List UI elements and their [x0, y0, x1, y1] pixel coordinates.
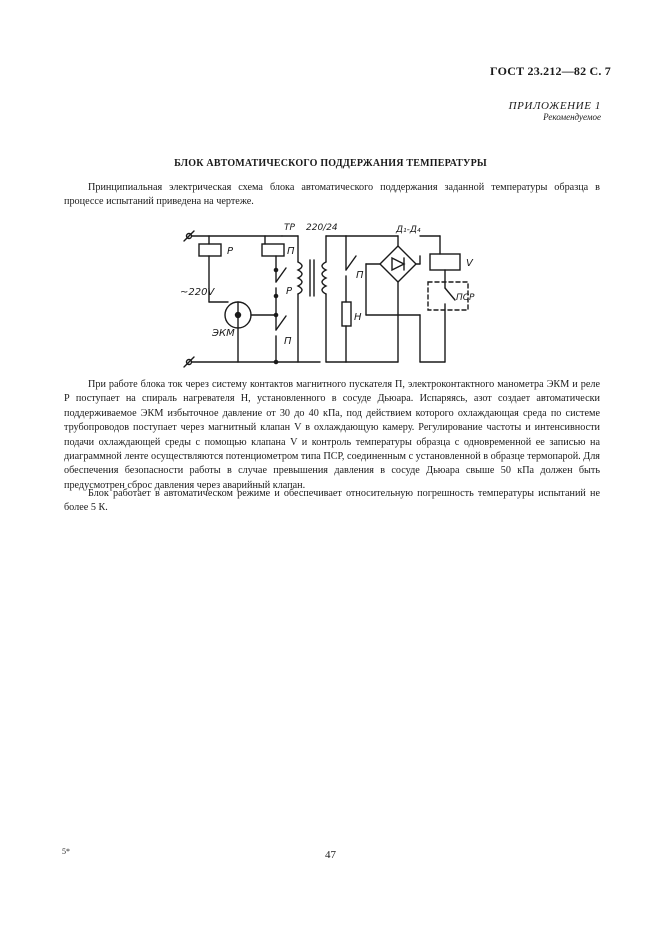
label-transformer-ratio: 220/24	[306, 223, 338, 233]
label-manometer: ЭКМ	[212, 328, 235, 339]
label-transformer: ТР	[284, 223, 295, 233]
relay-coil	[199, 244, 221, 256]
label-diodes: Д₁-Д₄	[396, 225, 421, 235]
appendix-label: ПРИЛОЖЕНИЕ 1	[508, 100, 601, 112]
sheet-mark: 5*	[62, 847, 70, 856]
paragraph-accuracy: Блок работает в автоматическом режиме и обеспечивает относительную погрешность температуры испытаний не более 5 К.	[64, 488, 600, 514]
label-relay: Р	[227, 246, 234, 257]
paragraph-intro: Принципиальная электрическая схема блока автоматического поддержания заданной температуры образца в процессе испытаний приведена на чертеже.	[64, 182, 600, 208]
paragraph-operation: При работе блока ток через систему контактов магнитного пускателя П, электроконтактного манометра ЭКМ и реле Р поступает на спираль нагревателя Н, установленного в сосуде Дьюара. Испаряясь, азот создает автоматически поддерживаемое ЭКМ избыточное давление от 30 до 40 кПа, под действием которого охлаждающая среда по системе трубопроводов поступает через магнитный клапан V в охлаждающую камеру. Регулирование частоты и интенсивности подачи охлаждающей среды с помощью клапана V и контроль температуры образца с одновременной ее записью на диаграммной ленте осуществляются потенциометром типа ПСР, соединенным с установленной в образце термопарой. Для обеспечения безопасности работы в случае превышения давления в сосуде Дьюара свыше 50 кПа должен быть предусмотрен сброс давления через аварийный клапан.	[64, 379, 600, 491]
section-title: БЛОК АВТОМАТИЧЕСКОГО ПОДДЕРЖАНИЯ ТЕМПЕРАТУРЫ	[174, 158, 487, 169]
label-valve: V	[466, 258, 473, 269]
starter-coil	[262, 244, 284, 256]
transformer-secondary	[322, 262, 326, 294]
label-starter-coil: П	[287, 246, 295, 257]
heater-element	[342, 302, 351, 326]
diode-bridge	[380, 246, 416, 282]
label-starter-contact-lower: П	[284, 336, 292, 347]
label-heater: Н	[354, 312, 362, 323]
label-starter-contact-right: П	[356, 270, 364, 281]
valve-coil	[430, 254, 460, 270]
appendix-note: Рекомендуемое	[543, 112, 601, 122]
label-potentiometer: ПСР	[456, 293, 475, 303]
page-number: 47	[325, 849, 336, 861]
label-supply: ~220V	[180, 287, 215, 298]
circuit-diagram	[160, 216, 480, 372]
document-code: ГОСТ 23.212—82 С. 7	[490, 64, 611, 78]
label-relay-contact: Р	[286, 286, 293, 297]
